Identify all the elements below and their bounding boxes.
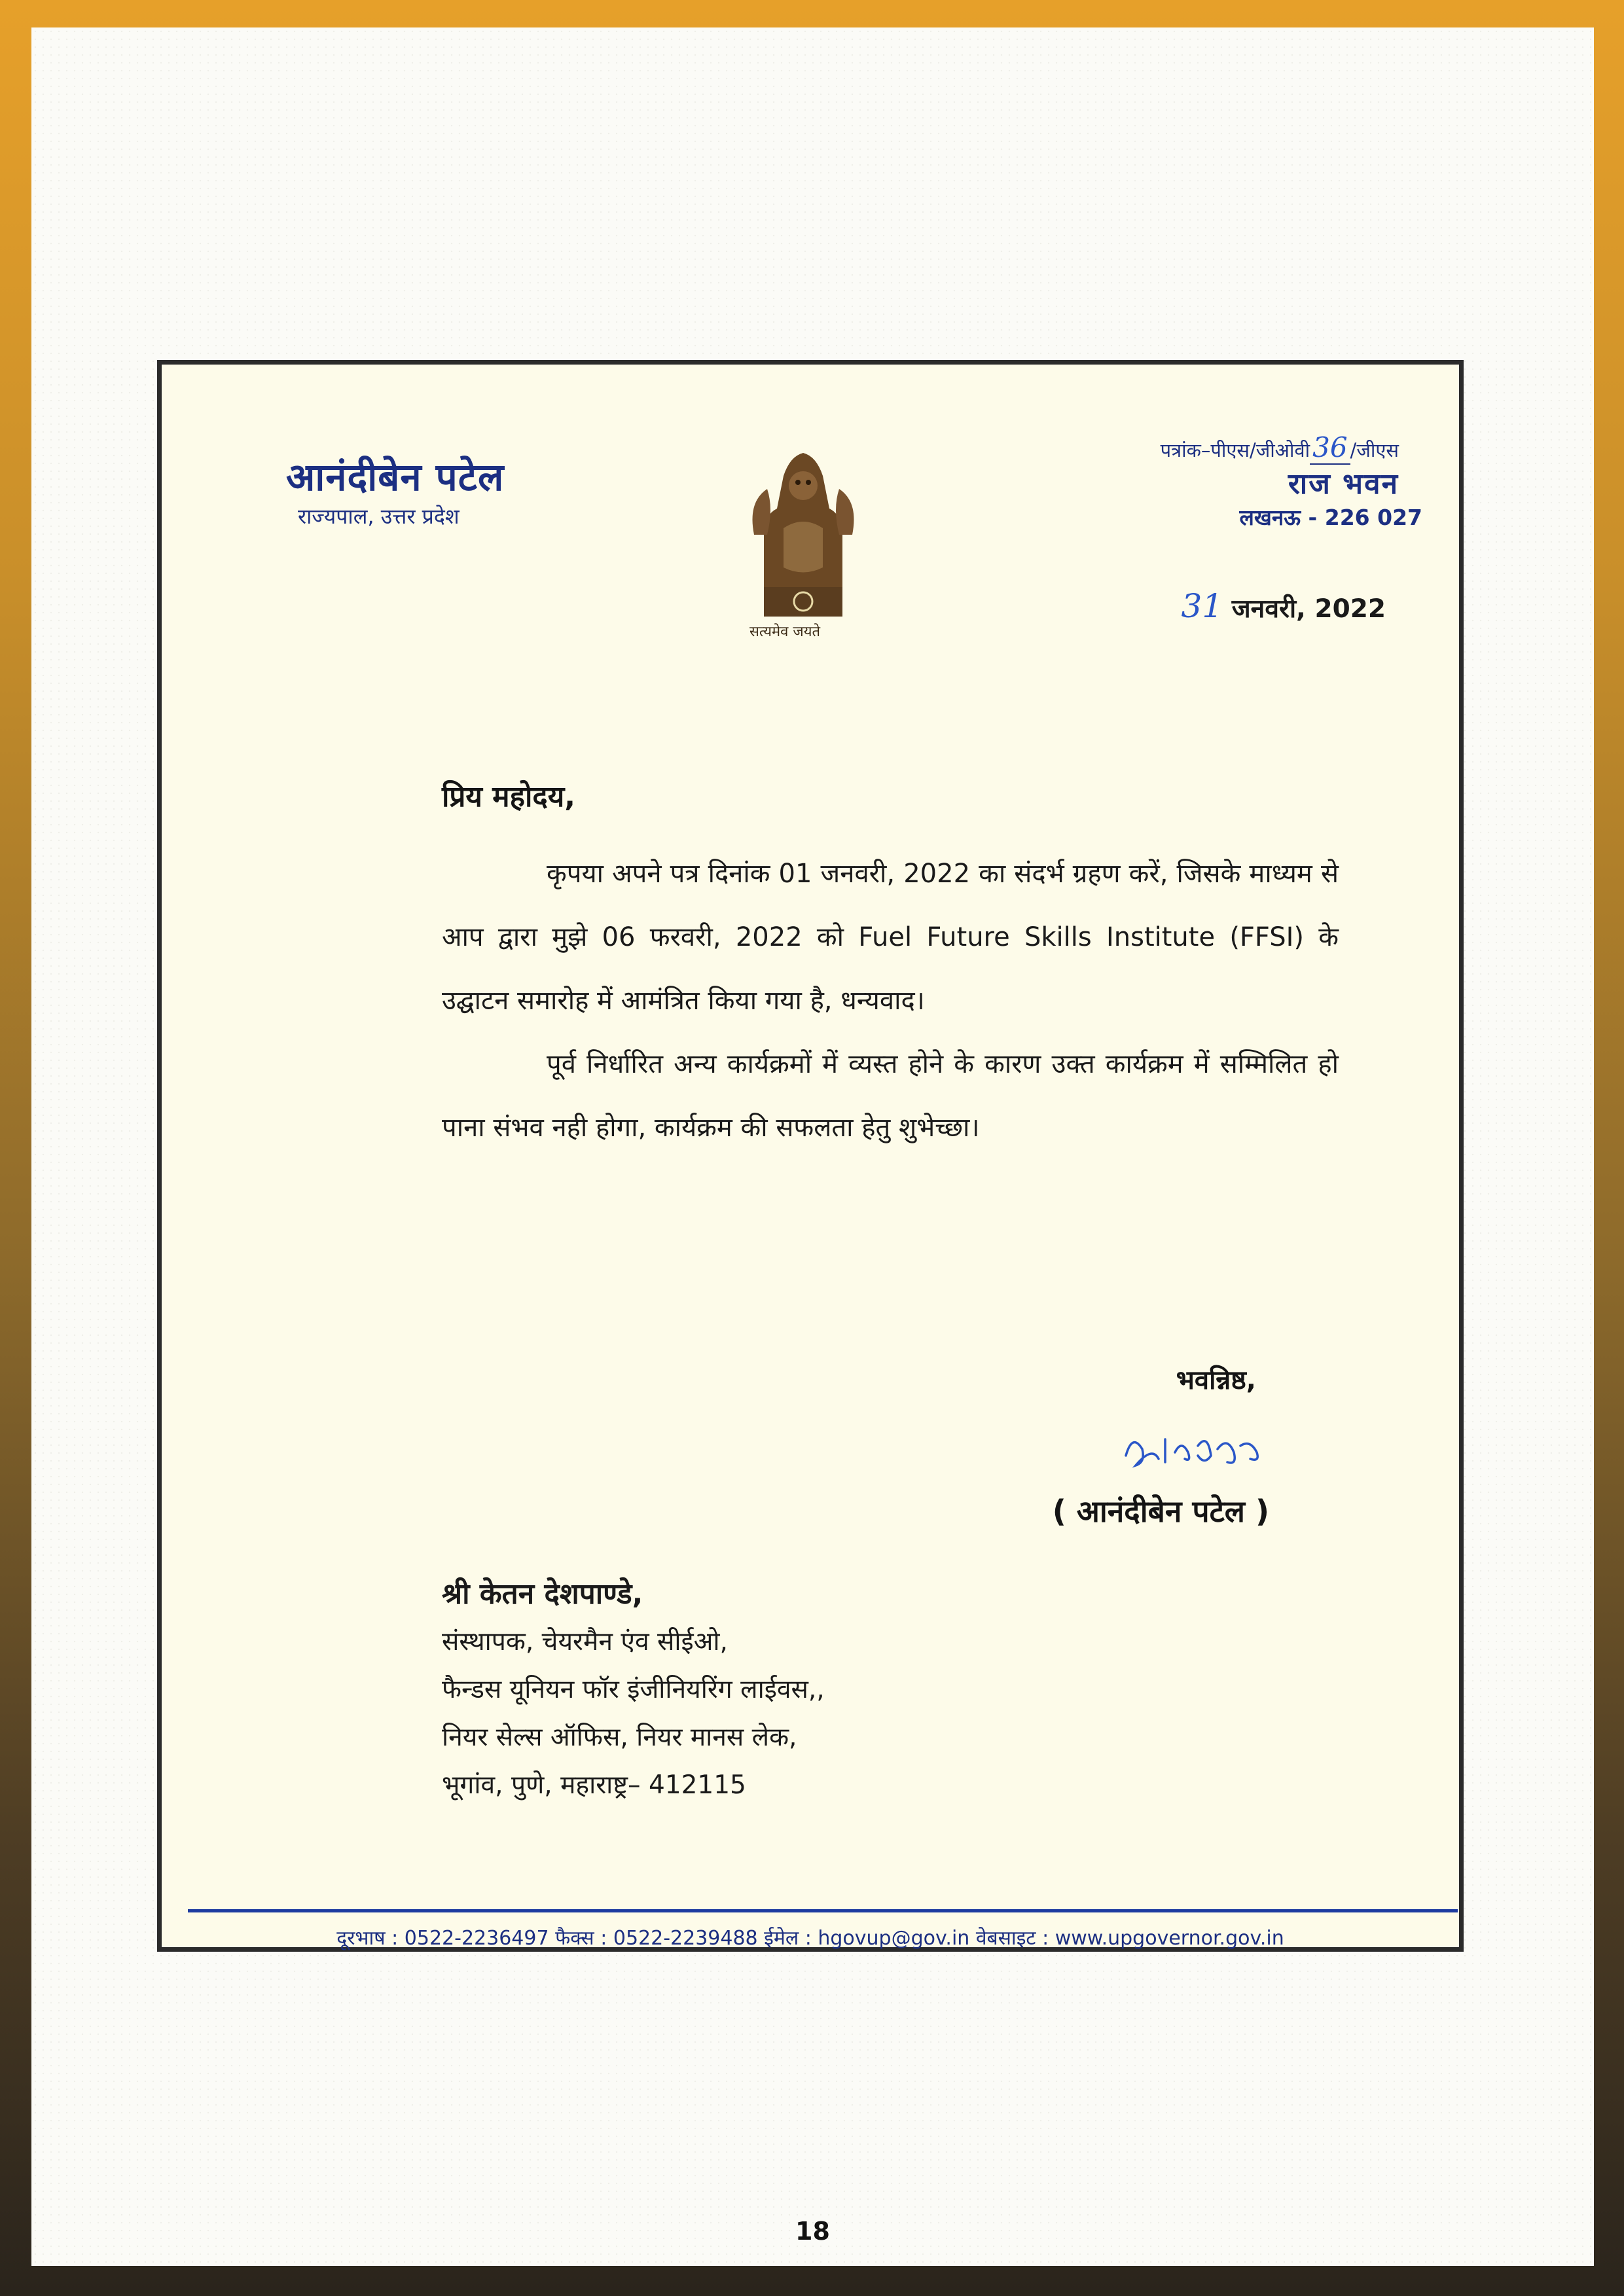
footer-divider [188,1909,1458,1912]
signature [1119,1420,1276,1479]
recipient-line: संस्थापक, चेयरमैन एंव सीईओ, [442,1627,728,1657]
reference-prefix: पत्रांक–पीएस/जीओवी [1160,439,1310,461]
date-month-year: जनवरी, 2022 [1231,594,1386,624]
letter-sheet [157,360,1464,1952]
letter-body [442,842,1339,1160]
paragraph-1: कृपया अपने पत्र दिनांक 01 जनवरी, 2022 का संदर्भ ग्रहण करें, जिसके माध्यम से आप द्वारा मुझे 06 फरवरी, 2022 को Fuel Future Skills Institute (FFSI) के उद्घाटन समारोह में आमंत्रित किया गया है, धन्यवाद। [442,859,1339,1016]
recipient-line: भूगांव, पुणे, महाराष्ट्र– 412115 [442,1770,746,1800]
page-number: 18 [795,2217,830,2246]
recipient-line: फैन्डस यूनियन फॉर इंजीनियरिंग लाईवस,, [442,1675,825,1704]
office-name: राज भवन [1288,467,1399,501]
state-emblem-icon [738,437,869,633]
reference-number [1161,431,1399,463]
closing: भवन्निष्ठ, [1176,1365,1256,1395]
sender-name: आनंदीबेन पटेल [286,455,505,499]
recipient-line: नियर सेल्स ऑफिस, नियर मानस लेक, [442,1723,797,1752]
paragraph-2: पूर्व निर्धारित अन्य कार्यक्रमों में व्यस्त होने के कारण उक्त कार्यक्रम में सम्मिलित हो पाना संभव नही होगा, कार्यक्रम की सफलता हेतु शुभेच्छा। [442,1049,1339,1143]
reference-suffix: /जीएस [1350,439,1399,461]
document-page [31,27,1594,2266]
office-city: लखनऊ - 226 027 [1239,505,1422,530]
salutation: प्रिय महोदय, [442,780,575,814]
reference-handwritten-number: 36 [1310,431,1350,465]
recipient-address [442,1570,825,1809]
emblem-motto: सत्यमेव जयते [749,624,821,640]
letter-date [1182,587,1386,625]
signatory-name: ( आनंदीबेन पटेल ) [1052,1494,1269,1529]
sender-designation: राज्यपाल, उत्तर प्रदेश [298,504,460,529]
contact-footer: दूरभाष : 0522-2236497 फैक्स : 0522-2239488 ईमेल : hgovup@gov.in वेबसाइट : www.upgovernor.gov.in [336,1927,1284,1950]
recipient-name: श्री केतन देशपाण्डे, [442,1577,643,1611]
date-handwritten-day: 31 [1181,587,1223,625]
